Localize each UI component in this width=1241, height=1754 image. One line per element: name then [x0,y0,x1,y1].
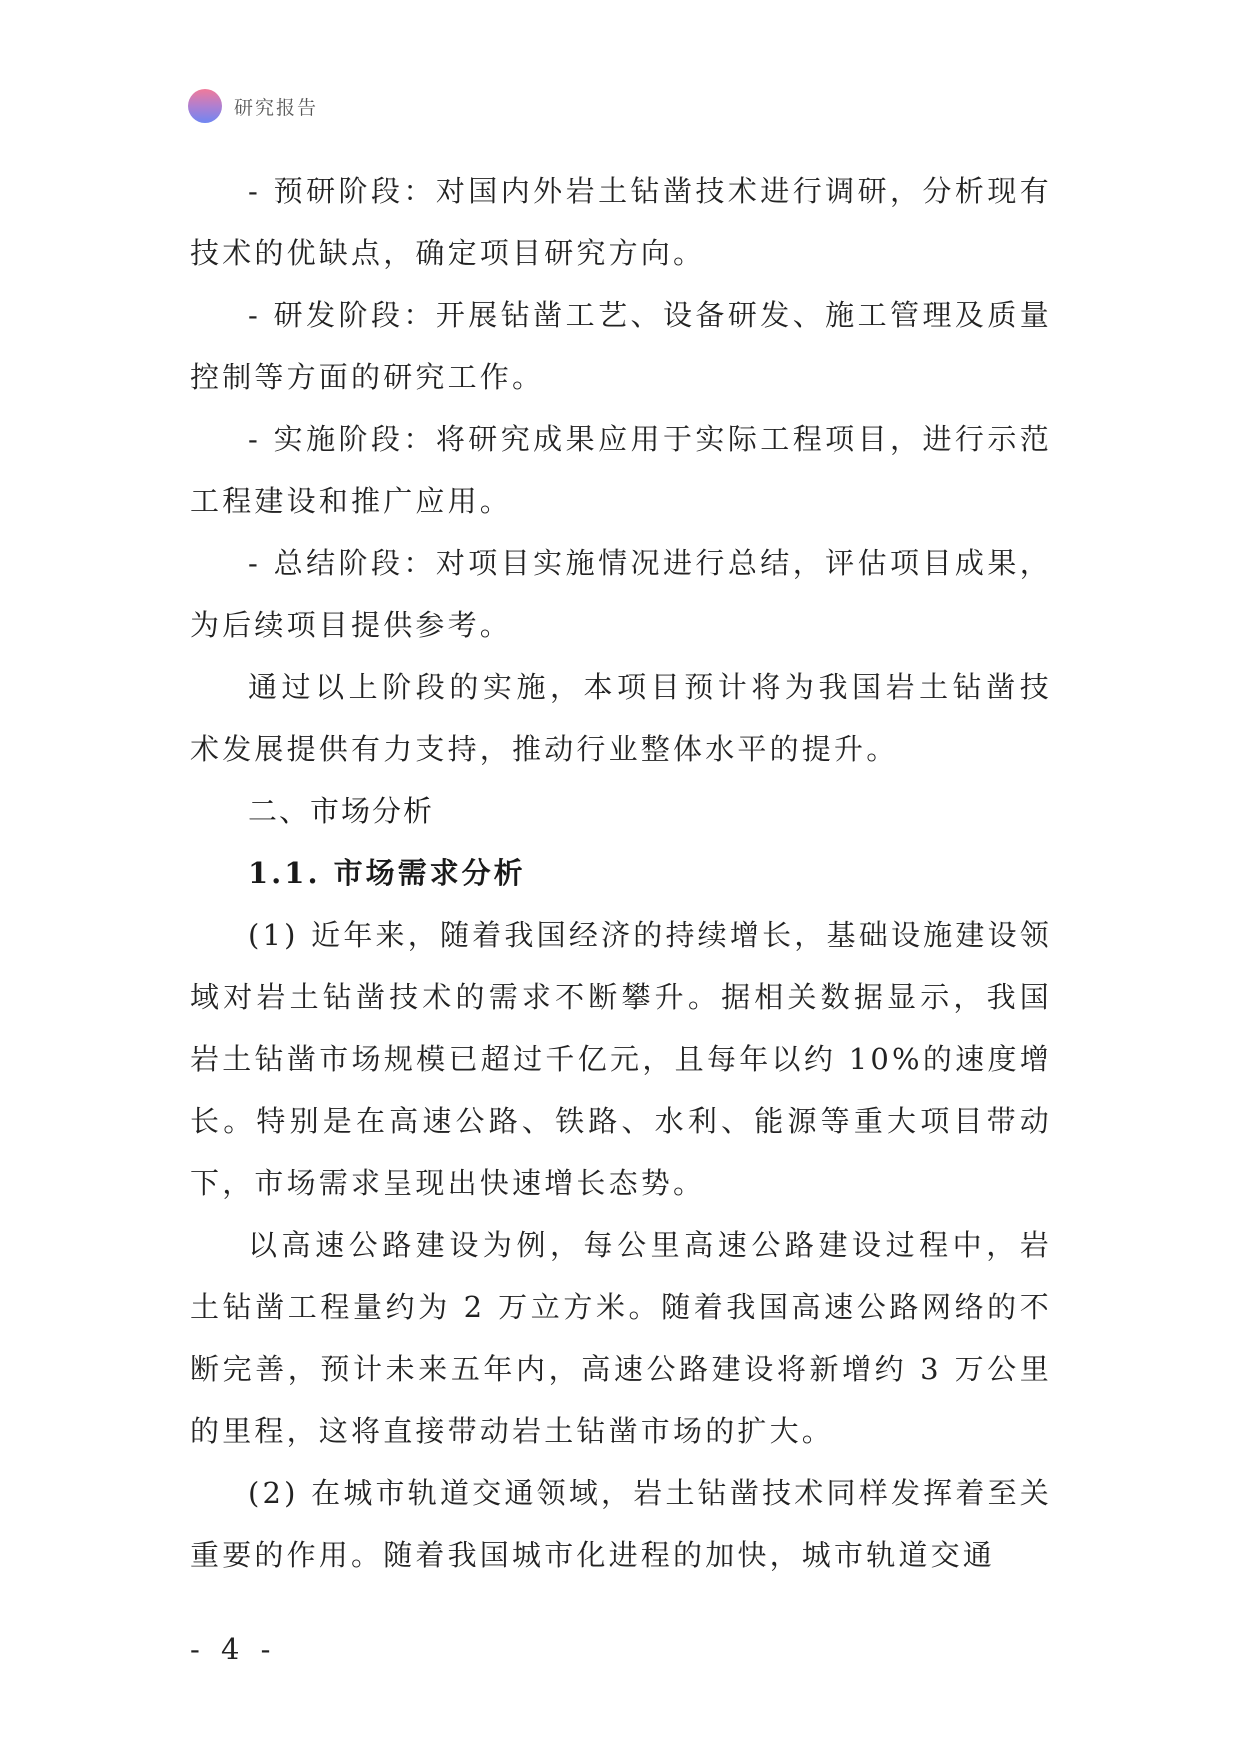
paragraph-phase-summary: - 总结阶段：对项目实施情况进行总结，评估项目成果，为后续项目提供参考。 [190,546,1052,642]
page-number: - 4 - [190,1632,277,1666]
paragraph-highway-example: 以高速公路建设为例，每公里高速公路建设过程中，岩土钻凿工程量约为 2 万立方米。随着我国高速公路网络的不断完善，预计未来五年内，高速公路建设将新增约 3 万公里的里程，这将直接带动岩土钻凿市场的扩大。 [190,1228,1052,1448]
document-body [190,160,1052,1586]
subsection-heading: 1.1. 市场需求分析 [248,856,526,890]
report-header [188,88,318,124]
paragraph-conclusion: 通过以上阶段的实施，本项目预计将为我国岩土钻凿技术发展提供有力支持，推动行业整体水平的提升。 [190,670,1052,766]
header-title: 研究报告 [234,96,319,119]
paragraph-market-demand-2: (2) 在城市轨道交通领域，岩土钻凿技术同样发挥着至关重要的作用。随着我国城市化进程的加快，城市轨道交通 [190,1476,1052,1572]
paragraph-market-demand-1: (1) 近年来，随着我国经济的持续增长，基础设施建设领域对岩土钻凿技术的需求不断攀升。据相关数据显示，我国岩土钻凿市场规模已超过千亿元，且每年以约 10%的速度增长。特别是在高速公路、铁路、水利、能源等重大项目带动下，市场需求呈现出快速增长态势。 [190,918,1052,1200]
paragraph-phase-implementation: - 实施阶段：将研究成果应用于实际工程项目，进行示范工程建设和推广应用。 [190,422,1052,518]
logo-circle-icon [188,89,222,123]
paragraph-phase-development: - 研发阶段：开展钻凿工艺、设备研发、施工管理及质量控制等方面的研究工作。 [190,298,1052,394]
section-heading: 二、市场分析 [248,794,435,828]
paragraph-phase-research: - 预研阶段：对国内外岩土钻凿技术进行调研，分析现有技术的优缺点，确定项目研究方向。 [190,174,1052,270]
